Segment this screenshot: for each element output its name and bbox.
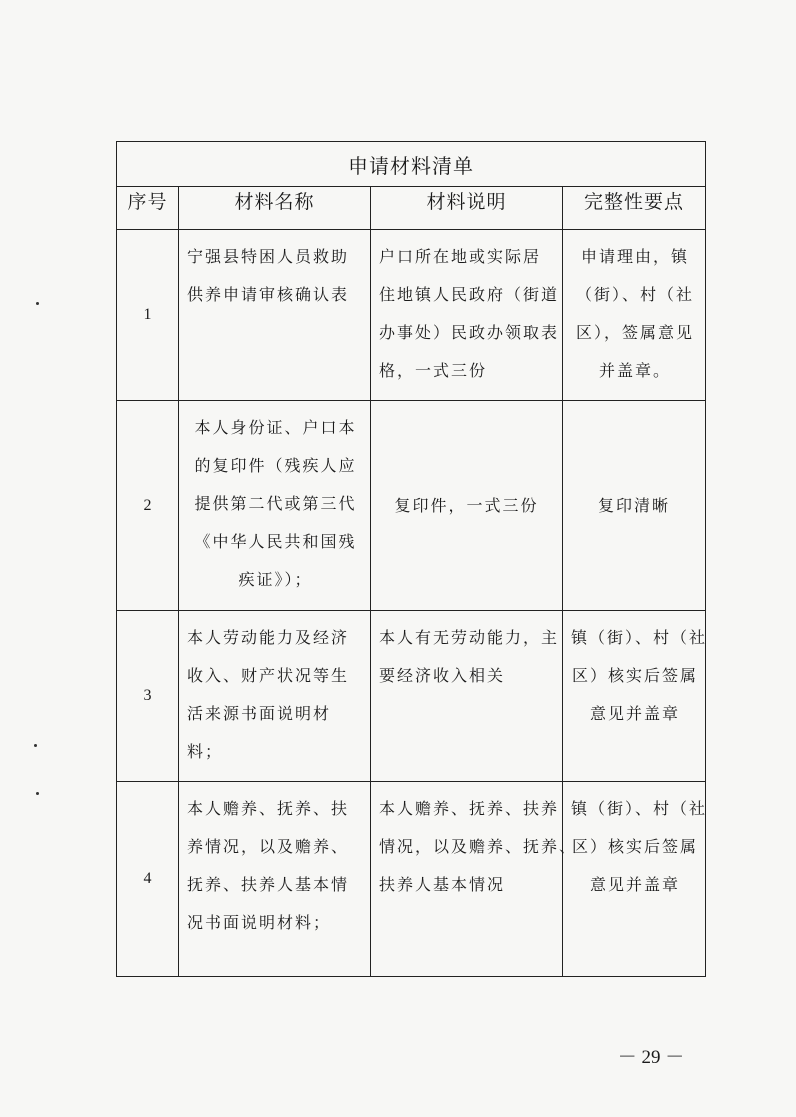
text-line: 意见并盖章 bbox=[589, 704, 680, 723]
text-line: 收入、财产状况等生 bbox=[187, 666, 350, 685]
scan-speck bbox=[36, 792, 39, 795]
material-name bbox=[179, 230, 371, 401]
row-number: 4 bbox=[117, 782, 179, 977]
table-row bbox=[117, 401, 706, 611]
completeness-points bbox=[563, 230, 706, 401]
text-line: 养情况，以及赡养、 bbox=[187, 837, 350, 856]
text-line: （街）、村（社 bbox=[575, 285, 694, 304]
material-description bbox=[371, 782, 578, 977]
text-line: 格，一式三份 bbox=[379, 361, 488, 380]
table-row bbox=[117, 230, 706, 401]
text-line: 要经济收入相关 bbox=[379, 666, 506, 685]
text-line: 本人赡养、抚养、扶 bbox=[187, 799, 350, 818]
completeness-points bbox=[563, 782, 706, 977]
material-name bbox=[179, 782, 371, 977]
row-number: 2 bbox=[117, 401, 179, 611]
text-line: 本人身份证、户口本 bbox=[194, 418, 357, 437]
text-line: 料； bbox=[187, 742, 224, 761]
table-header-row bbox=[117, 187, 706, 230]
scan-speck bbox=[36, 302, 39, 305]
text-line: 本人有无劳动能力，主 bbox=[379, 628, 560, 647]
header-completeness-points: 完整性要点 bbox=[563, 187, 706, 230]
text-line: 并盖章。 bbox=[598, 361, 671, 380]
scan-speck bbox=[34, 744, 37, 747]
table-title: 申请材料清单 bbox=[117, 142, 706, 187]
text-line: 办事处）民政办领取表 bbox=[379, 323, 560, 342]
text-line: 镇（街）、村（社 bbox=[571, 628, 708, 647]
text-line: 疾证》）； bbox=[238, 570, 313, 589]
text-line: 区），签属意见 bbox=[575, 323, 694, 342]
text-line: 宁强县特困人员救助 bbox=[187, 247, 350, 266]
text-line: 扶养人基本情况 bbox=[379, 875, 506, 894]
row-number: 1 bbox=[117, 230, 179, 401]
table-row bbox=[117, 611, 706, 782]
text-line: 意见并盖章 bbox=[589, 875, 680, 894]
completeness-points bbox=[563, 611, 706, 782]
header-number: 序号 bbox=[117, 187, 179, 230]
material-description bbox=[371, 611, 563, 782]
text-line: 镇（街）、村（社 bbox=[571, 799, 708, 818]
text-line: 本人赡养、抚养、扶养 bbox=[379, 799, 560, 818]
text-line: 供养申请审核确认表 bbox=[187, 285, 350, 304]
text-line: 区）核实后签属 bbox=[571, 666, 698, 685]
text-line: 复印清晰 bbox=[597, 495, 670, 515]
material-description bbox=[371, 230, 563, 401]
text-line: 提供第二代或第三代 bbox=[194, 494, 357, 513]
text-line: 情况，以及赡养、抚养、 bbox=[379, 837, 578, 856]
text-line: 申请理由，镇 bbox=[580, 247, 689, 266]
material-name bbox=[179, 401, 371, 611]
page-number: － 29 － bbox=[617, 1047, 685, 1068]
text-line: 本人劳动能力及经济 bbox=[187, 628, 350, 647]
text-line: 况书面说明材料； bbox=[187, 913, 332, 932]
text-line: 的复印件（残疾人应 bbox=[194, 456, 357, 475]
text-line: 活来源书面说明材 bbox=[187, 704, 332, 723]
text-line: 抚养、扶养人基本情 bbox=[187, 875, 350, 894]
text-line: 复印件，一式三份 bbox=[394, 495, 539, 515]
table-row bbox=[117, 782, 706, 977]
header-material-description: 材料说明 bbox=[371, 187, 563, 230]
text-line: 区）核实后签属 bbox=[571, 837, 698, 856]
header-material-name: 材料名称 bbox=[179, 187, 371, 230]
text-line: 户口所在地或实际居 bbox=[379, 247, 542, 266]
material-description bbox=[371, 401, 563, 611]
row-number: 3 bbox=[117, 611, 179, 782]
text-line: 《中华人民共和国残 bbox=[194, 532, 357, 551]
material-name bbox=[179, 611, 371, 782]
completeness-points bbox=[563, 401, 706, 611]
materials-table bbox=[116, 141, 706, 977]
text-line: 住地镇人民政府（街道 bbox=[379, 285, 560, 304]
